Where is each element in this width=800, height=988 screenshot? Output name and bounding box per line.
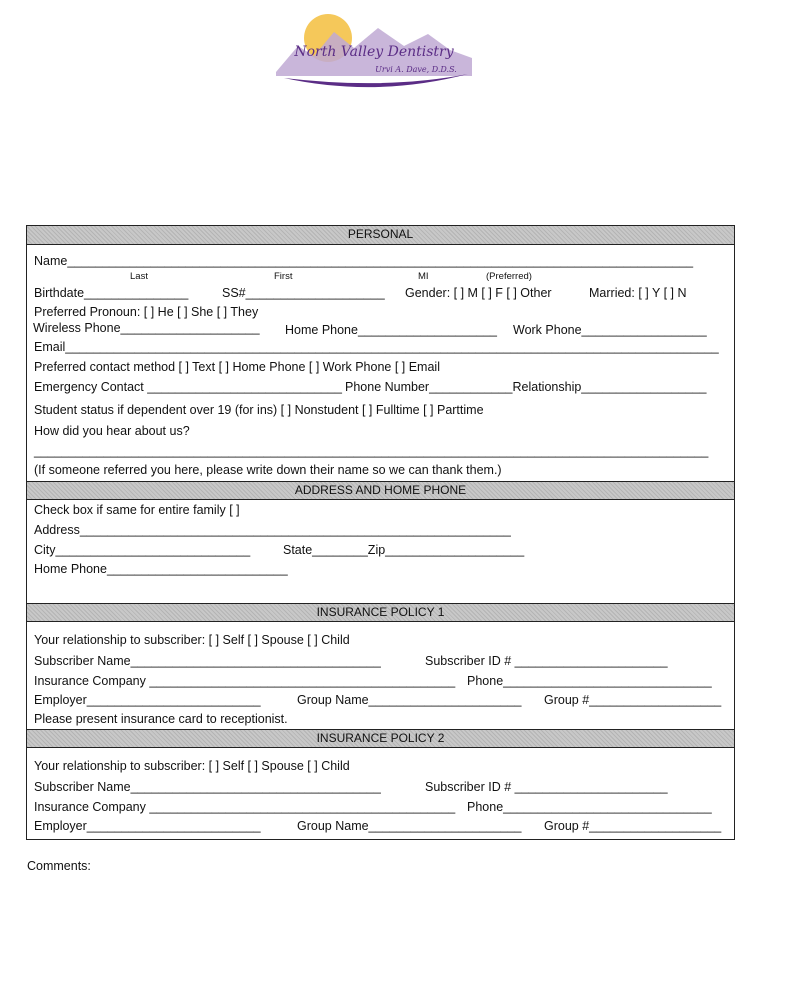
emergency-phone-relationship-field[interactable]: Phone Number____________Relationship__________________ [345, 380, 707, 394]
email-field[interactable]: Email______________________________________________________________________________________________ [34, 340, 719, 354]
insurance2-subscriber-name-field[interactable]: Subscriber Name____________________________________ [34, 780, 381, 794]
name-field[interactable]: Name__________________________________________________________________________________________ [34, 254, 694, 268]
emergency-contact-field[interactable]: Emergency Contact ____________________________ [34, 380, 342, 394]
insurance1-employer-field[interactable]: Employer_________________________ [34, 693, 261, 707]
home-phone-field[interactable]: Home Phone____________________ [285, 323, 497, 337]
insurance1-group-number-field[interactable]: Group #___________________ [544, 693, 722, 707]
ss-field[interactable]: SS#____________________ [222, 286, 385, 300]
insurance1-header: INSURANCE POLICY 1 [27, 603, 734, 622]
state-zip-field[interactable]: State________Zip____________________ [283, 543, 525, 557]
referral-note: (If someone referred you here, please write down their name so we can thank them.) [34, 463, 502, 477]
insurance1-relationship-options[interactable]: Your relationship to subscriber: [ ] Self [ ] Spouse [ ] Child [34, 633, 350, 647]
logo-doctor: Urvi A. Dave, D.D.S. [375, 65, 457, 74]
address-field[interactable]: Address______________________________________________________________ [34, 523, 511, 537]
pronoun-options[interactable]: Preferred Pronoun: [ ] He [ ] She [ ] They [34, 305, 259, 319]
name-label-preferred: (Preferred) [486, 271, 532, 282]
insurance1-phone-field[interactable]: Phone______________________________ [467, 674, 712, 688]
insurance1-group-name-field[interactable]: Group Name______________________ [297, 693, 522, 707]
gender-options[interactable]: Gender: [ ] M [ ] F [ ] Other [405, 286, 552, 300]
insurance2-header: INSURANCE POLICY 2 [27, 729, 734, 748]
how-hear-field[interactable]: _________________________________________________________________________________________________ [34, 444, 709, 458]
insurance-card-note: Please present insurance card to receptionist. [34, 712, 288, 726]
name-label-first: First [274, 271, 293, 282]
personal-header: PERSONAL [27, 226, 734, 245]
contact-method-options[interactable]: Preferred contact method [ ] Text [ ] Home Phone [ ] Work Phone [ ] Email [34, 360, 440, 374]
address-header: ADDRESS AND HOME PHONE [27, 481, 734, 500]
wireless-phone-field[interactable]: Wireless Phone____________________ [33, 321, 260, 335]
comments-label: Comments: [27, 859, 91, 873]
practice-logo [276, 6, 472, 92]
insurance2-group-number-field[interactable]: Group #___________________ [544, 819, 722, 833]
insurance2-subscriber-id-field[interactable]: Subscriber ID # ______________________ [425, 780, 668, 794]
insurance2-relationship-options[interactable]: Your relationship to subscriber: [ ] Self [ ] Spouse [ ] Child [34, 759, 350, 773]
student-status-options[interactable]: Student status if dependent over 19 (for ins) [ ] Nonstudent [ ] Fulltime [ ] Parttime [34, 403, 484, 417]
married-options[interactable]: Married: [ ] Y [ ] N [589, 286, 687, 300]
insurance1-subscriber-id-field[interactable]: Subscriber ID # ______________________ [425, 654, 668, 668]
insurance2-group-name-field[interactable]: Group Name______________________ [297, 819, 522, 833]
insurance2-company-field[interactable]: Insurance Company ____________________________________________ [34, 800, 456, 814]
insurance2-phone-field[interactable]: Phone______________________________ [467, 800, 712, 814]
insurance1-company-field[interactable]: Insurance Company ____________________________________________ [34, 674, 456, 688]
name-label-mi: MI [418, 271, 429, 282]
birthdate-field[interactable]: Birthdate_______________ [34, 286, 189, 300]
same-family-checkbox[interactable]: Check box if same for entire family [ ] [34, 503, 240, 517]
work-phone-field[interactable]: Work Phone__________________ [513, 323, 707, 337]
how-hear-label: How did you hear about us? [34, 424, 190, 438]
logo-graphic [276, 6, 472, 92]
insurance2-employer-field[interactable]: Employer_________________________ [34, 819, 261, 833]
address-home-phone-field[interactable]: Home Phone__________________________ [34, 562, 288, 576]
logo-name: North Valley Dentistry [294, 44, 454, 60]
name-label-last: Last [130, 271, 148, 282]
city-field[interactable]: City____________________________ [34, 543, 251, 557]
insurance1-subscriber-name-field[interactable]: Subscriber Name____________________________________ [34, 654, 381, 668]
registration-form [26, 225, 735, 840]
